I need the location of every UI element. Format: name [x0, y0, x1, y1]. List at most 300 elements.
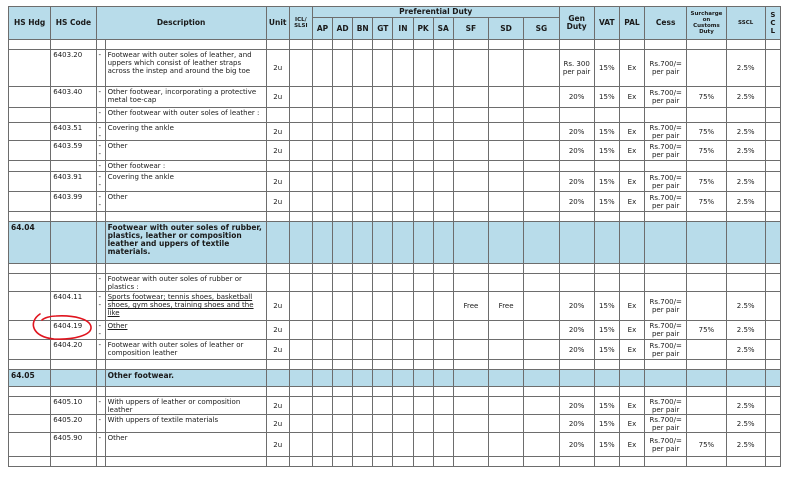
vat-cell: 15% [594, 87, 619, 108]
table-header [9, 7, 781, 40]
pref-duty-cell [373, 192, 393, 212]
table-row [9, 415, 781, 433]
unit-cell [266, 108, 289, 123]
blank-row [9, 360, 781, 370]
scl-cell [765, 397, 780, 415]
header-cess: Cess [645, 7, 687, 40]
hs-hdg-cell [9, 161, 51, 172]
surcharge-cell: 75% [687, 141, 726, 161]
pref-duty-cell [353, 321, 373, 340]
pref-duty-cell [393, 172, 413, 192]
sscl-cell: 2.5% [726, 415, 765, 433]
pref-duty-cell [524, 274, 559, 292]
pref-duty-cell [453, 108, 488, 123]
dash-cell: - [96, 397, 105, 415]
pref-duty-cell [373, 321, 393, 340]
pref-duty-cell [312, 321, 332, 340]
pref-duty-cell [453, 415, 488, 433]
pref-duty-cell [373, 433, 393, 457]
pref-duty-cell [524, 50, 559, 87]
hs-code-cell: 6403.40 [51, 87, 96, 108]
pref-duty-cell [489, 415, 524, 433]
surcharge-cell [687, 161, 726, 172]
sscl-cell: 2.5% [726, 292, 765, 321]
pref-duty-cell [524, 397, 559, 415]
icl-slsi-cell [289, 108, 312, 123]
vat-cell: 15% [594, 141, 619, 161]
pref-duty-cell [333, 172, 353, 192]
pref-duty-cell [373, 415, 393, 433]
dash-cell: - [96, 50, 105, 87]
dash-cell: - [96, 274, 105, 292]
pref-duty-cell [433, 340, 453, 360]
pref-duty-cell [312, 50, 332, 87]
sscl-cell [726, 108, 765, 123]
pref-duty-cell [489, 87, 524, 108]
header-vat: VAT [594, 7, 619, 40]
gen-duty-cell: 20% [559, 321, 594, 340]
surcharge-cell: 75% [687, 87, 726, 108]
surcharge-cell [687, 274, 726, 292]
pal-cell: Ex [619, 340, 644, 360]
header-pref-sd: SD [489, 18, 524, 40]
section-hdg-6405: 64.05 [9, 370, 51, 387]
table-row [9, 397, 781, 415]
scl-cell [765, 161, 780, 172]
unit-cell: 2u [266, 172, 289, 192]
pref-duty-cell [453, 192, 488, 212]
hs-code-cell: 6405.10 [51, 397, 96, 415]
hs-hdg-cell [9, 141, 51, 161]
pref-duty-cell [312, 192, 332, 212]
blank-row [9, 387, 781, 397]
surcharge-cell [687, 50, 726, 87]
vat-cell: 15% [594, 192, 619, 212]
unit-cell: 2u [266, 415, 289, 433]
pal-cell: Ex [619, 50, 644, 87]
spacer [9, 360, 781, 397]
pref-duty-cell [413, 161, 433, 172]
surcharge-cell: 75% [687, 192, 726, 212]
gen-duty-cell: 20% [559, 192, 594, 212]
vat-cell [594, 161, 619, 172]
pref-duty-cell [433, 50, 453, 87]
pref-duty-cell [393, 321, 413, 340]
pref-duty-cell [353, 415, 373, 433]
header-preferential-duty: Preferential Duty [312, 7, 559, 18]
section-row-6404 [9, 222, 781, 264]
section-desc-6405: Other footwear. [105, 370, 266, 387]
pref-duty-cell [453, 433, 488, 457]
scl-cell [765, 415, 780, 433]
group-6403 [9, 50, 781, 212]
pref-duty-cell [353, 87, 373, 108]
icl-slsi-cell [289, 433, 312, 457]
spacer [9, 457, 781, 467]
gen-duty-cell [559, 108, 594, 123]
pref-duty-cell [393, 397, 413, 415]
dash-cell: -- [96, 292, 105, 321]
cess-cell: Rs.700/= per pair [645, 321, 687, 340]
pref-duty-cell [333, 50, 353, 87]
header-sscl: SSCL [726, 7, 765, 40]
pref-sd-cell [489, 340, 524, 360]
sscl-cell: 2.5% [726, 87, 765, 108]
header-surcharge: Surcharge on Customs Duty [687, 7, 726, 40]
pref-duty-cell [489, 161, 524, 172]
pref-duty-cell [353, 397, 373, 415]
sscl-cell: 2.5% [726, 340, 765, 360]
hs-hdg-cell [9, 397, 51, 415]
gen-duty-cell: Rs. 300 per pair [559, 50, 594, 87]
blank-row [9, 40, 781, 50]
pref-duty-cell [312, 87, 332, 108]
pref-duty-cell [312, 123, 332, 141]
hs-code-cell [51, 274, 96, 292]
pref-duty-cell [373, 123, 393, 141]
pref-duty-cell [333, 108, 353, 123]
description-cell: Other footwear with outer soles of leather : [105, 108, 266, 123]
pref-duty-cell [524, 340, 559, 360]
pref-duty-cell [373, 108, 393, 123]
gen-duty-cell [559, 274, 594, 292]
description-cell: Footwear with outer soles of rubber or plastics : [105, 274, 266, 292]
gen-duty-cell: 20% [559, 123, 594, 141]
pref-duty-cell [453, 123, 488, 141]
header-gen-duty: Gen Duty [559, 7, 594, 40]
icl-slsi-cell [289, 87, 312, 108]
unit-cell: 2u [266, 321, 289, 340]
gen-duty-cell: 20% [559, 87, 594, 108]
pref-duty-cell [453, 50, 488, 87]
pref-duty-cell [453, 172, 488, 192]
dash-cell: -- [96, 172, 105, 192]
surcharge-cell: 75% [687, 172, 726, 192]
table-row [9, 274, 781, 292]
pref-duty-cell [413, 397, 433, 415]
description-cell: Sports footwear; tennis shoes, basketball shoes, gym shoes, training shoes and the like [105, 292, 266, 321]
pref-duty-cell [353, 292, 373, 321]
pal-cell: Ex [619, 397, 644, 415]
pref-duty-cell [489, 192, 524, 212]
vat-cell [594, 108, 619, 123]
pal-cell: Ex [619, 321, 644, 340]
header-pref-ap: AP [312, 18, 332, 40]
vat-cell: 15% [594, 292, 619, 321]
header-pref-bn: BN [353, 18, 373, 40]
sscl-cell: 2.5% [726, 50, 765, 87]
dash-cell: -- [96, 141, 105, 161]
pref-duty-cell [413, 340, 433, 360]
pref-sf-cell [453, 340, 488, 360]
sscl-cell [726, 161, 765, 172]
pref-duty-cell [453, 87, 488, 108]
pref-duty-cell [312, 274, 332, 292]
table-row [9, 108, 781, 123]
surcharge-cell: 75% [687, 123, 726, 141]
hs-hdg-cell [9, 87, 51, 108]
pref-duty-cell [353, 161, 373, 172]
hs-code-cell: 6403.99 [51, 192, 96, 212]
header-pref-pk: PK [413, 18, 433, 40]
cess-cell: Rs.700/= per pair [645, 50, 687, 87]
header-pref-in: IN [393, 18, 413, 40]
table-row [9, 87, 781, 108]
hs-hdg-cell [9, 123, 51, 141]
table-row [9, 321, 781, 340]
pref-duty-cell [433, 274, 453, 292]
header-pref-ad: AD [333, 18, 353, 40]
icl-slsi-cell [289, 123, 312, 141]
pal-cell: Ex [619, 123, 644, 141]
scl-cell [765, 172, 780, 192]
pref-duty-cell [489, 172, 524, 192]
description-cell: Other [105, 141, 266, 161]
pref-duty-cell [413, 123, 433, 141]
cess-cell: Rs.700/= per pair [645, 172, 687, 192]
description-cell: Footwear with outer soles of leather or composition leather [105, 340, 266, 360]
description-cell: Other [105, 321, 266, 340]
pref-duty-cell [433, 172, 453, 192]
surcharge-cell: 75% [687, 321, 726, 340]
pref-duty-cell [393, 141, 413, 161]
description-cell: Covering the ankle [105, 172, 266, 192]
dash-cell: - [96, 340, 105, 360]
pref-duty-cell [393, 123, 413, 141]
section-row-6405 [9, 370, 781, 387]
blank-row [9, 457, 781, 467]
table-row [9, 340, 781, 360]
surcharge-cell [687, 415, 726, 433]
cess-cell: Rs.700/= per pair [645, 397, 687, 415]
pref-duty-cell [433, 161, 453, 172]
pref-duty-cell [373, 50, 393, 87]
pref-duty-cell [333, 433, 353, 457]
scl-cell [765, 123, 780, 141]
description-cell: With uppers of leather or composition leather [105, 397, 266, 415]
pal-cell: Ex [619, 192, 644, 212]
cess-cell: Rs.700/= per pair [645, 141, 687, 161]
group-6404 [9, 274, 781, 360]
gen-duty-cell [559, 161, 594, 172]
icl-slsi-cell [289, 274, 312, 292]
pal-cell [619, 108, 644, 123]
sscl-cell: 2.5% [726, 141, 765, 161]
description-cell: Other [105, 192, 266, 212]
pref-duty-cell [353, 433, 373, 457]
table-row [9, 161, 781, 172]
pal-cell: Ex [619, 433, 644, 457]
table-row [9, 141, 781, 161]
hs-hdg-cell [9, 108, 51, 123]
pref-duty-cell [433, 415, 453, 433]
unit-cell: 2u [266, 123, 289, 141]
dash-cell: -- [96, 123, 105, 141]
pref-duty-cell [353, 274, 373, 292]
unit-cell [266, 274, 289, 292]
pref-duty-cell [524, 415, 559, 433]
pref-duty-cell [393, 340, 413, 360]
pref-duty-cell [373, 292, 393, 321]
blank-row [9, 264, 781, 274]
tariff-table [8, 6, 781, 467]
pref-duty-cell [489, 108, 524, 123]
gen-duty-cell: 20% [559, 141, 594, 161]
cess-cell: Rs.700/= per pair [645, 123, 687, 141]
vat-cell: 15% [594, 433, 619, 457]
pref-duty-cell [489, 141, 524, 161]
surcharge-cell [687, 397, 726, 415]
table-row [9, 433, 781, 457]
hs-hdg-cell [9, 433, 51, 457]
cess-cell: Rs.700/= per pair [645, 433, 687, 457]
icl-slsi-cell [289, 340, 312, 360]
header-pref-sf: SF [453, 18, 488, 40]
icl-slsi-cell [289, 141, 312, 161]
header-pref-sa: SA [433, 18, 453, 40]
hs-code-cell: 6403.20 [51, 50, 96, 87]
vat-cell: 15% [594, 50, 619, 87]
spacer [9, 212, 781, 274]
icl-slsi-cell [289, 161, 312, 172]
pref-duty-cell [433, 123, 453, 141]
pref-duty-cell [524, 87, 559, 108]
pref-duty-cell [433, 433, 453, 457]
pref-duty-cell [433, 397, 453, 415]
header-pref-sg: SG [524, 18, 559, 40]
pref-duty-cell [393, 274, 413, 292]
hs-code-cell: 6404.20 [51, 340, 96, 360]
pref-duty-cell [413, 321, 433, 340]
sscl-cell: 2.5% [726, 433, 765, 457]
unit-cell: 2u [266, 433, 289, 457]
pref-duty-cell [524, 108, 559, 123]
hs-code-cell: 6405.20 [51, 415, 96, 433]
hs-code-cell: 6403.51 [51, 123, 96, 141]
pref-duty-cell [433, 87, 453, 108]
pref-duty-cell [413, 192, 433, 212]
pref-duty-cell [524, 321, 559, 340]
gen-duty-cell: 20% [559, 433, 594, 457]
scl-cell [765, 87, 780, 108]
pref-duty-cell [333, 340, 353, 360]
pref-sf-cell [453, 321, 488, 340]
pref-sf-cell [453, 274, 488, 292]
pref-duty-cell [353, 141, 373, 161]
pref-duty-cell [373, 161, 393, 172]
hs-hdg-cell [9, 50, 51, 87]
pref-duty-cell [453, 141, 488, 161]
vat-cell: 15% [594, 172, 619, 192]
pref-duty-cell [413, 274, 433, 292]
icl-slsi-cell [289, 321, 312, 340]
description-cell: Footwear with outer soles of leather, and uppers which consist of leather straps across the instep and around the big toe [105, 50, 266, 87]
unit-cell: 2u [266, 141, 289, 161]
pref-duty-cell [333, 87, 353, 108]
pref-duty-cell [373, 274, 393, 292]
cess-cell: Rs.700/= per pair [645, 87, 687, 108]
section-desc-6404: Footwear with outer soles of rubber, plastics, leather or composition leather and uppers of textile materials. [105, 222, 266, 264]
table-row [9, 292, 781, 321]
table-body [9, 40, 781, 50]
icl-slsi-cell [289, 50, 312, 87]
pal-cell [619, 274, 644, 292]
unit-cell: 2u [266, 340, 289, 360]
hs-code-cell: 6404.11 [51, 292, 96, 321]
cess-cell [645, 274, 687, 292]
pref-duty-cell [393, 87, 413, 108]
pref-duty-cell [489, 397, 524, 415]
description-cell: Other [105, 433, 266, 457]
pref-duty-cell [312, 340, 332, 360]
surcharge-cell: 75% [687, 433, 726, 457]
scl-cell [765, 274, 780, 292]
dash-cell: -- [96, 321, 105, 340]
pref-duty-cell [489, 123, 524, 141]
pref-duty-cell [353, 340, 373, 360]
pref-sd-cell: Free [489, 292, 524, 321]
hs-hdg-cell [9, 172, 51, 192]
cess-cell [645, 161, 687, 172]
pref-duty-cell [413, 433, 433, 457]
table-row [9, 50, 781, 87]
hs-code-cell [51, 161, 96, 172]
description-cell: Covering the ankle [105, 123, 266, 141]
vat-cell: 15% [594, 415, 619, 433]
sscl-cell: 2.5% [726, 397, 765, 415]
header-hs-code: HS Code [51, 7, 96, 40]
pref-duty-cell [312, 397, 332, 415]
pref-duty-cell [333, 123, 353, 141]
pref-duty-cell [489, 433, 524, 457]
pref-duty-cell [524, 292, 559, 321]
pref-duty-cell [413, 292, 433, 321]
pref-duty-cell [373, 340, 393, 360]
pref-duty-cell [333, 321, 353, 340]
pref-duty-cell [524, 123, 559, 141]
hs-code-cell [51, 108, 96, 123]
scl-cell [765, 50, 780, 87]
pref-duty-cell [393, 415, 413, 433]
pref-duty-cell [333, 161, 353, 172]
scl-cell [765, 433, 780, 457]
scl-cell [765, 108, 780, 123]
pref-duty-cell [312, 415, 332, 433]
vat-cell [594, 274, 619, 292]
hs-hdg-cell [9, 292, 51, 321]
cess-cell [645, 108, 687, 123]
pref-duty-cell [524, 161, 559, 172]
vat-cell: 15% [594, 123, 619, 141]
pref-duty-cell [353, 123, 373, 141]
pref-duty-cell [312, 433, 332, 457]
unit-cell: 2u [266, 292, 289, 321]
description-cell: Other footwear : [105, 161, 266, 172]
pref-duty-cell [312, 141, 332, 161]
unit-cell: 2u [266, 87, 289, 108]
pal-cell: Ex [619, 172, 644, 192]
pref-duty-cell [433, 108, 453, 123]
pref-duty-cell [433, 321, 453, 340]
vat-cell: 15% [594, 397, 619, 415]
pref-duty-cell [413, 87, 433, 108]
hs-hdg-cell [9, 340, 51, 360]
pref-duty-cell [433, 292, 453, 321]
table-row [9, 172, 781, 192]
sscl-cell: 2.5% [726, 172, 765, 192]
pref-duty-cell [312, 108, 332, 123]
pref-duty-cell [333, 192, 353, 212]
